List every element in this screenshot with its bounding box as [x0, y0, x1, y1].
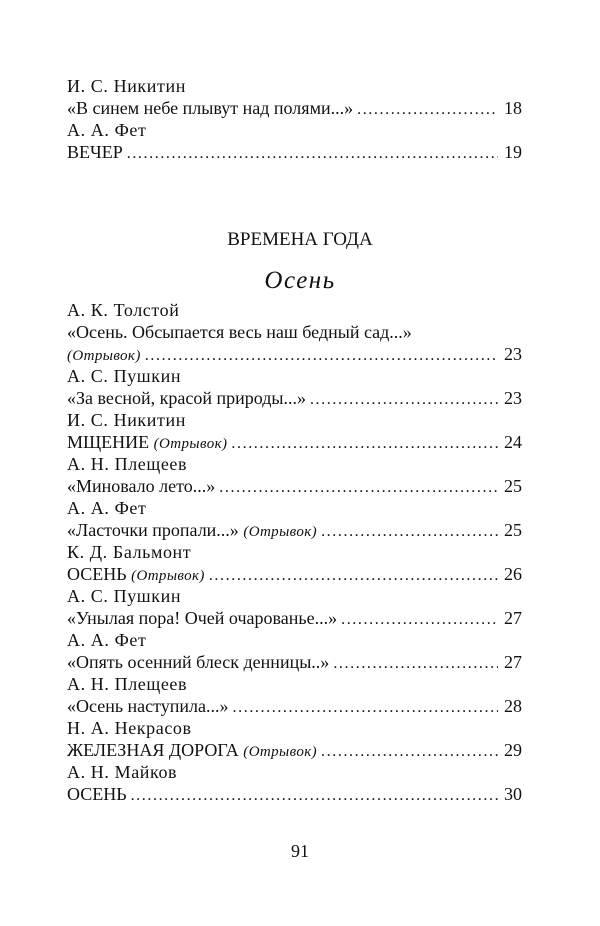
- subsection-title: Осень: [264, 267, 336, 294]
- toc-entry[interactable]: [67, 431, 522, 453]
- toc-entry-note: (Отрывок): [131, 568, 205, 584]
- leader-dots: [219, 477, 498, 497]
- toc-entry-title[interactable]: «Осень. Обсыпается весь наш бедный сад...»: [67, 322, 412, 342]
- toc-author: Н. А. Некрасов: [67, 718, 192, 738]
- toc-entry-page: 23: [504, 388, 522, 408]
- leader-dots: [145, 345, 498, 365]
- leader-dots: [231, 433, 498, 453]
- toc-entry-page: 25: [504, 520, 522, 540]
- toc-entry-page: 30: [504, 784, 522, 804]
- toc-entry-title: «Ласточки пропали...»: [67, 520, 239, 540]
- toc-entry[interactable]: [67, 519, 522, 541]
- leader-dots: [310, 389, 498, 409]
- toc-entry-page: 25: [504, 476, 522, 496]
- leader-dots: [127, 143, 498, 163]
- toc-author: А. Н. Майков: [67, 762, 178, 782]
- toc-entry[interactable]: [67, 343, 522, 365]
- leader-dots: [341, 609, 498, 629]
- toc-entry-title: ОСЕНЬ: [67, 564, 127, 584]
- toc-entry-title: «Миновало лето...»: [67, 476, 216, 496]
- toc-author: А. Н. Плещеев: [67, 454, 188, 474]
- toc-entry-title: «Осень наступила...»: [67, 696, 229, 716]
- toc-entry[interactable]: [67, 97, 522, 119]
- section-title: ВРЕМЕНА ГОДА: [227, 229, 373, 250]
- leader-dots: [321, 521, 498, 541]
- toc-entry-page: 27: [504, 652, 522, 672]
- toc-entry-title: ОСЕНЬ: [67, 784, 127, 804]
- toc-author: А. Н. Плещеев: [67, 674, 188, 694]
- toc-entry[interactable]: [67, 607, 522, 629]
- toc-entry-title: «За весной, красой природы...»: [67, 388, 306, 408]
- page-number: 91: [291, 841, 309, 861]
- toc-entry-page: 26: [504, 564, 522, 584]
- leader-dots: [131, 785, 498, 805]
- toc-top-block: [67, 75, 522, 163]
- toc-entry-note: (Отрывок): [243, 744, 318, 760]
- toc-entry-page: 28: [504, 696, 522, 716]
- toc-entry-note: (Отрывок): [243, 524, 318, 540]
- toc-entry-page: 19: [504, 142, 522, 162]
- toc-author: А. К. Толстой: [67, 300, 180, 320]
- leader-dots: [209, 565, 498, 585]
- toc-entry[interactable]: [67, 387, 522, 409]
- leader-dots: [333, 653, 498, 673]
- toc-entry-page: 23: [504, 344, 522, 364]
- leader-dots: [233, 697, 498, 717]
- toc-entry-title-wrap: [67, 739, 317, 761]
- toc-autumn-block: [67, 299, 522, 805]
- toc-entry[interactable]: [67, 783, 522, 805]
- leader-dots: [357, 99, 498, 119]
- toc-entry-title: МЩЕНИЕ: [67, 432, 150, 452]
- toc-entry-note-wrap: [67, 343, 141, 365]
- toc-author: А. А. Фет: [67, 630, 147, 650]
- toc-entry-page: 18: [504, 98, 522, 118]
- toc-entry-title-wrap: [67, 563, 205, 585]
- toc-author: К. Д. Бальмонт: [67, 542, 192, 562]
- toc-entry[interactable]: [67, 739, 522, 761]
- toc-entry-title: ЖЕЛЕЗНАЯ ДОРОГА: [67, 740, 239, 760]
- toc-entry-note: (Отрывок): [67, 348, 141, 364]
- toc-author: А. С. Пушкин: [67, 366, 182, 386]
- toc-entry-title-wrap: [67, 519, 317, 541]
- toc-entry[interactable]: [67, 475, 522, 497]
- toc-entry-note: (Отрывок): [153, 436, 228, 452]
- toc-entry[interactable]: [67, 651, 522, 673]
- toc-entry[interactable]: [67, 141, 522, 163]
- toc-author: А. С. Пушкин: [67, 586, 182, 606]
- leader-dots: [321, 741, 498, 761]
- toc-entry-page: 29: [504, 740, 522, 760]
- toc-entry-title-wrap: [67, 431, 227, 453]
- toc-entry-page: 27: [504, 608, 522, 628]
- toc-entry[interactable]: [67, 563, 522, 585]
- toc-entry-title: «Опять осенний блеск денницы..»: [67, 652, 330, 672]
- toc-author: А. А. Фет: [67, 120, 147, 140]
- toc-author: И. С. Никитин: [67, 76, 186, 96]
- toc-entry-title: «В синем небе плывут над полями...»: [67, 98, 354, 118]
- toc-entry[interactable]: [67, 695, 522, 717]
- toc-author: И. С. Никитин: [67, 410, 186, 430]
- toc-entry-page: 24: [504, 432, 522, 452]
- toc-entry-title: ВЕЧЕР: [67, 142, 123, 162]
- toc-entry-title: «Унылая пора! Очей очарованье...»: [67, 608, 338, 628]
- toc-author: А. А. Фет: [67, 498, 147, 518]
